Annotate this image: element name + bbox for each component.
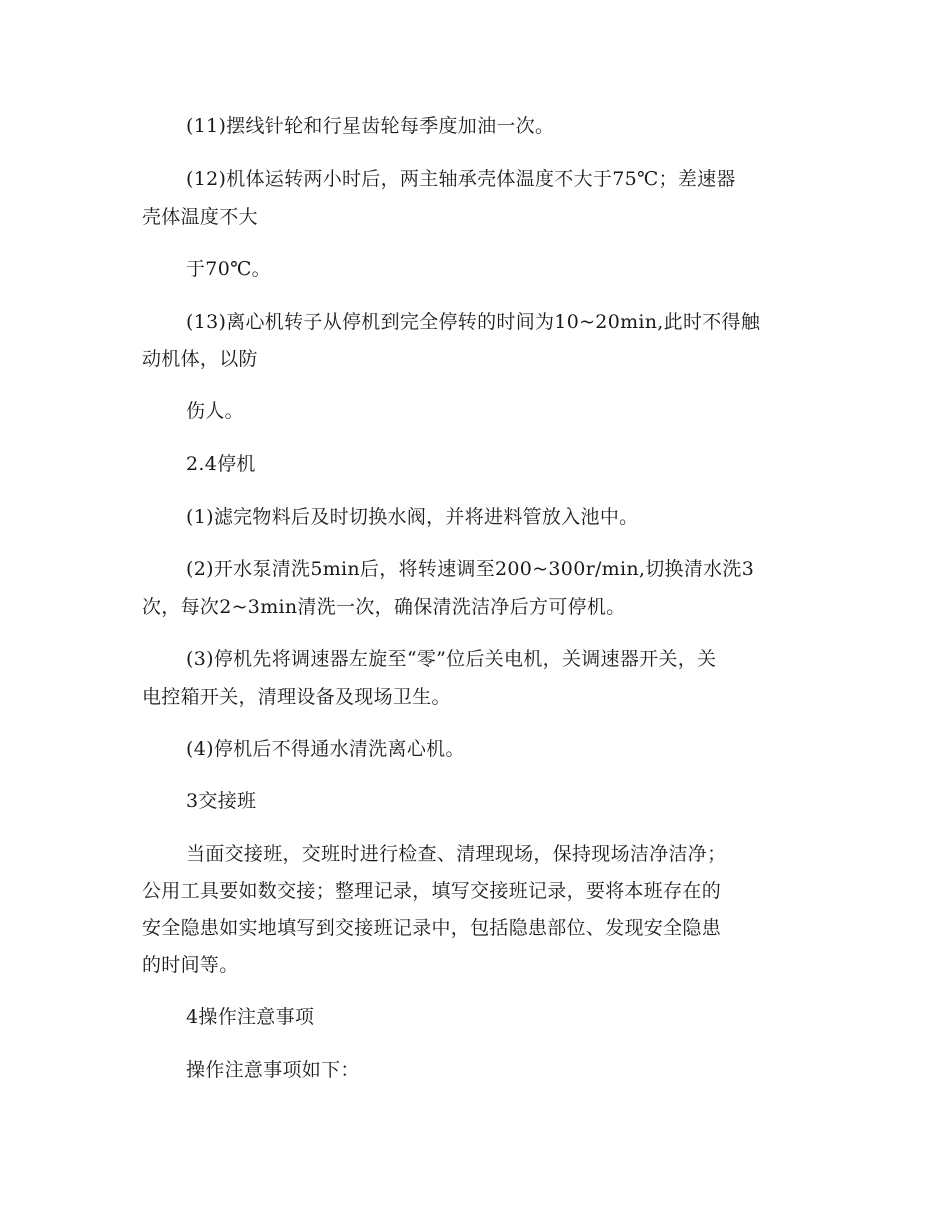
stop-item-1-text: (1)滤完物料后及时切换水阀，并将进料管放入池中。 (186, 506, 639, 528)
item-12-text: (12)机体运转两小时后，两主轴承壳体温度不大于75℃；差速器 (186, 168, 736, 190)
stop-item-3-text-cont: 电控箱开关，清理设备及现场卫生。 (142, 686, 451, 708)
item-12-text-cont-2: 于70℃。 (186, 258, 271, 280)
item-11-text: (11)摆线针轮和行星齿轮每季度加油一次。 (186, 115, 555, 137)
handover-paragraph-l2: 公用工具要如数交接；整理记录，填写交接班记录，要将本班存在的 (142, 880, 722, 902)
item-13-text-cont-2: 伤人。 (186, 400, 244, 422)
handover-paragraph-l4: 的时间等。 (142, 954, 239, 976)
stop-item-4-text: (4)停机后不得通水清洗离心机。 (186, 738, 465, 760)
item-13-text-cont: 动机体，以防 (142, 348, 258, 370)
section-heading-2-4: 2.4停机 (186, 453, 256, 475)
handover-paragraph-l1: 当面交接班，交班时进行检查、清理现场，保持现场洁净洁净； (186, 843, 727, 865)
section-heading-4: 4操作注意事项 (186, 1006, 315, 1028)
handover-paragraph-l3: 安全隐患如实地填写到交接班记录中，包括隐患部位、发现安全隐患 (142, 917, 722, 939)
precautions-intro: 操作注意事项如下： (186, 1059, 360, 1081)
item-13-text: (13)离心机转子从停机到完全停转的时间为10~20min,此时不得触 (186, 311, 761, 333)
stop-item-2-text: (2)开水泵清洗5min后，将转速调至200~300r/min,切换清水洗3 (186, 558, 755, 580)
stop-item-2-text-cont: 次，每次2~3min清洗一次，确保清洗洁净后方可停机。 (142, 596, 626, 618)
section-heading-3: 3交接班 (186, 790, 257, 812)
stop-item-3-text: (3)停机先将调速器左旋至“零”位后关电机，关调速器开关，关 (186, 648, 717, 670)
item-12-text-cont: 壳体温度不大 (142, 206, 258, 228)
